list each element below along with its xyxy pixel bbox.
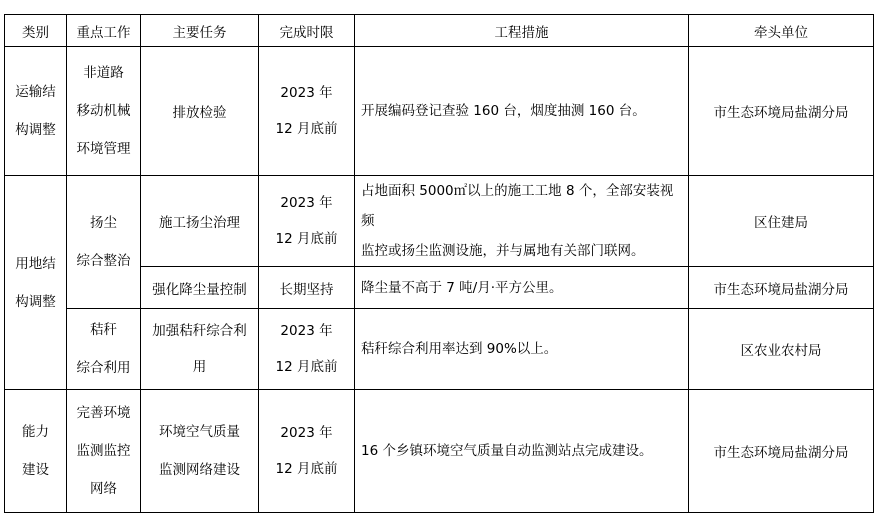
cell-key-work: 非道路 移动机械 环境管理: [67, 47, 141, 176]
cell-category: 运输结 构调整: [5, 47, 67, 176]
cell-lead-unit: 市生态环境局盐湖分局: [689, 390, 874, 513]
cell-lead-unit: 区住建局: [689, 176, 874, 267]
cell-main-task: 施工扬尘治理: [141, 176, 259, 267]
cell-deadline: 2023 年 12 月底前: [259, 47, 355, 176]
cell-main-task: 加强秸秆综合利 用: [141, 309, 259, 390]
cell-category: 用地结 构调整: [5, 176, 67, 390]
cell-measures: 开展编码登记查验 160 台，烟度抽测 160 台。: [355, 47, 689, 176]
header-lead-unit: 牵头单位: [689, 15, 874, 47]
cell-measures: 秸秆综合利用率达到 90%以上。: [355, 309, 689, 390]
header-category: 类别: [5, 15, 67, 47]
cell-deadline: 2023 年 12 月底前: [259, 176, 355, 267]
header-measures: 工程措施: [355, 15, 689, 47]
cell-measures: 降尘量不高于 7 吨/月·平方公里。: [355, 267, 689, 309]
table-row: [5, 309, 874, 390]
table-row: [5, 176, 874, 267]
cell-key-work: 秸秆 综合利用: [67, 309, 141, 390]
cell-deadline: 2023 年 12 月底前: [259, 390, 355, 513]
cell-measures: 占地面积 5000㎡以上的施工工地 8 个，全部安装视频 监控或扬尘监测设施，并与属地有关部门联网。: [355, 176, 689, 267]
work-plan-table: [4, 14, 874, 513]
cell-key-work: 完善环境 监测监控 网络: [67, 390, 141, 513]
header-deadline: 完成时限: [259, 15, 355, 47]
cell-lead-unit: 市生态环境局盐湖分局: [689, 47, 874, 176]
cell-lead-unit: 市生态环境局盐湖分局: [689, 267, 874, 309]
cell-main-task: 强化降尘量控制: [141, 267, 259, 309]
table-row: [5, 390, 874, 513]
cell-deadline: 2023 年 12 月底前: [259, 309, 355, 390]
cell-measures: 16 个乡镇环境空气质量自动监测站点完成建设。: [355, 390, 689, 513]
header-main-task: 主要任务: [141, 15, 259, 47]
cell-key-work: 扬尘 综合整治: [67, 176, 141, 309]
table-row: [5, 47, 874, 176]
cell-category: 能力 建设: [5, 390, 67, 513]
cell-deadline: 长期坚持: [259, 267, 355, 309]
cell-lead-unit: 区农业农村局: [689, 309, 874, 390]
header-key-work: 重点工作: [67, 15, 141, 47]
cell-main-task: 排放检验: [141, 47, 259, 176]
cell-main-task: 环境空气质量 监测网络建设: [141, 390, 259, 513]
header-row: [5, 15, 874, 47]
